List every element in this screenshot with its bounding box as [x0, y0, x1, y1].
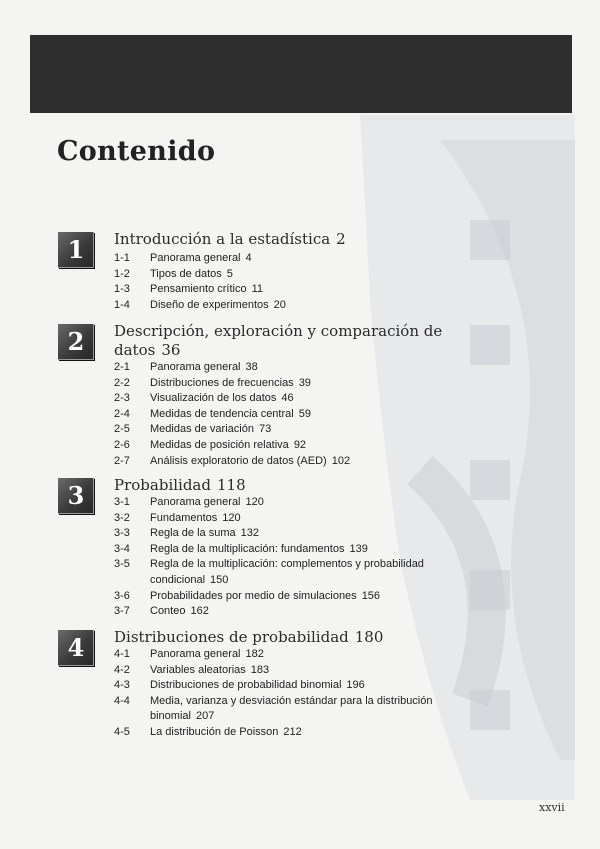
chapter-title-text: Descripción, exploración y comparación de datos — [114, 322, 443, 359]
section-number: 4-2 — [114, 663, 130, 676]
section-number: 3-3 — [114, 527, 130, 540]
section-page: 207 — [195, 710, 215, 723]
section-title: Distribuciones de frecuencias — [150, 376, 294, 389]
section-page: 20 — [273, 298, 286, 311]
section-number: 4-3 — [114, 679, 130, 692]
section-title: Fundamentos — [150, 511, 218, 524]
section-title: La distribución de Poisson — [150, 725, 279, 738]
section-page: 73 — [258, 423, 272, 436]
section-list — [114, 251, 462, 313]
section-item[interactable] — [114, 557, 462, 588]
chapter-page: 36 — [161, 341, 181, 359]
section-item[interactable] — [114, 438, 462, 454]
section-item[interactable] — [114, 454, 462, 470]
section-title: Media, varianza y desviación estándar para la distribución binomial — [150, 694, 433, 723]
section-item[interactable] — [114, 267, 462, 283]
section-item[interactable] — [114, 495, 462, 511]
section-item[interactable] — [114, 589, 462, 605]
chapter-title[interactable] — [114, 230, 474, 249]
chapter-page: 118 — [216, 476, 246, 494]
section-page: 196 — [346, 679, 365, 692]
section-number: 1-4 — [114, 298, 130, 311]
section-title: Análisis exploratorio de datos (AED) — [150, 454, 327, 467]
chapter-title-text: Introducción a la estadística — [114, 230, 331, 248]
section-page: 5 — [226, 267, 233, 280]
section-page: 39 — [298, 376, 311, 389]
chapter-number-badge: 1 — [58, 232, 94, 268]
section-title: Panorama general — [150, 361, 241, 373]
section-item[interactable] — [114, 360, 462, 376]
section-number: 1-3 — [114, 283, 130, 296]
chapter-page: 180 — [354, 628, 384, 646]
section-title: Probabilidades por medio de simulaciones — [150, 589, 357, 602]
section-title: Panorama general — [150, 496, 241, 508]
section-number: 1-1 — [114, 252, 130, 264]
section-item[interactable] — [114, 407, 462, 423]
section-number: 3-6 — [114, 589, 130, 602]
section-number: 2-5 — [114, 423, 130, 436]
section-item[interactable] — [114, 694, 462, 725]
section-title: Panorama general — [150, 648, 241, 660]
section-number: 2-7 — [114, 454, 130, 467]
section-page: 38 — [245, 361, 258, 373]
section-number: 3-4 — [114, 542, 130, 555]
section-title: Regla de la multiplicación: complementos y probabilidad condicional — [150, 558, 424, 586]
section-title: Medidas de tendencia central — [150, 407, 294, 420]
section-list — [114, 495, 462, 620]
section-title: Conteo — [150, 605, 186, 618]
chapter-page: 2 — [336, 230, 346, 248]
section-title: Tipos de datos — [150, 267, 222, 280]
section-item[interactable] — [114, 282, 462, 298]
section-title: Regla de la multiplicación: fundamentos — [150, 542, 345, 555]
section-page: 11 — [251, 283, 264, 296]
section-page: 120 — [245, 496, 264, 508]
section-page: 156 — [361, 589, 381, 602]
section-page: 132 — [240, 527, 259, 540]
section-number: 2-4 — [114, 407, 130, 420]
section-item[interactable] — [114, 251, 462, 267]
section-item[interactable] — [114, 376, 462, 392]
section-number: 3-5 — [114, 558, 130, 571]
section-item[interactable] — [114, 678, 462, 694]
section-item[interactable] — [114, 663, 462, 679]
section-item[interactable] — [114, 511, 462, 527]
section-page: 59 — [298, 407, 311, 420]
page-title: Contenido — [57, 136, 216, 167]
section-item[interactable] — [114, 526, 462, 542]
chapter-title[interactable] — [114, 628, 474, 647]
section-page: 183 — [250, 663, 270, 676]
section-title: Panorama general — [150, 252, 241, 264]
section-number: 2-6 — [114, 438, 130, 451]
chapter-title-text: Probabilidad — [114, 476, 211, 494]
section-page: 162 — [190, 605, 209, 618]
section-number: 3-2 — [114, 511, 130, 524]
chapter-title[interactable] — [114, 322, 444, 360]
section-number: 4-5 — [114, 725, 130, 738]
section-number: 2-2 — [114, 376, 130, 389]
section-title: Distribuciones de probabilidad binomial — [150, 679, 342, 692]
section-title: Medidas de posición relativa — [150, 438, 289, 451]
section-number: 3-7 — [114, 605, 130, 618]
section-title: Visualización de los datos — [150, 392, 277, 405]
section-item[interactable] — [114, 298, 462, 314]
chapter-title-text: Distribuciones de probabilidad — [114, 628, 349, 646]
section-number: 2-3 — [114, 392, 130, 405]
section-number: 3-1 — [114, 496, 130, 508]
chapter-number-badge: 4 — [58, 630, 94, 666]
section-item[interactable] — [114, 604, 462, 620]
chapter-number-badge: 2 — [58, 324, 94, 360]
section-page: 46 — [281, 392, 294, 405]
section-number: 4-4 — [114, 694, 130, 707]
section-number: 4-1 — [114, 648, 130, 660]
section-page: 139 — [349, 542, 368, 555]
section-page: 92 — [293, 438, 307, 451]
section-title: Diseño de experimentos — [150, 298, 269, 311]
section-page: 120 — [222, 511, 241, 524]
section-item[interactable] — [114, 391, 462, 407]
section-page: 4 — [245, 252, 252, 264]
section-number: 1-2 — [114, 267, 130, 280]
section-title: Regla de la suma — [150, 527, 236, 540]
header-bar — [30, 35, 572, 113]
section-list — [114, 360, 462, 469]
section-title: Variables aleatorias — [150, 663, 246, 676]
section-item[interactable] — [114, 647, 462, 663]
section-item[interactable] — [114, 542, 462, 558]
section-title: Pensamiento crítico — [150, 283, 247, 296]
section-number: 2-1 — [114, 361, 130, 373]
section-page: 102 — [331, 454, 351, 467]
section-page: 150 — [210, 573, 229, 586]
section-title: Medidas de variación — [150, 423, 254, 436]
section-list — [114, 647, 462, 741]
page-folio: xxvii — [539, 801, 565, 814]
section-page: 212 — [283, 725, 302, 738]
section-item[interactable] — [114, 422, 462, 438]
chapter-number-badge: 3 — [58, 478, 94, 514]
section-page: 182 — [245, 648, 264, 660]
chapter-title[interactable] — [114, 476, 474, 495]
section-item[interactable] — [114, 725, 462, 741]
